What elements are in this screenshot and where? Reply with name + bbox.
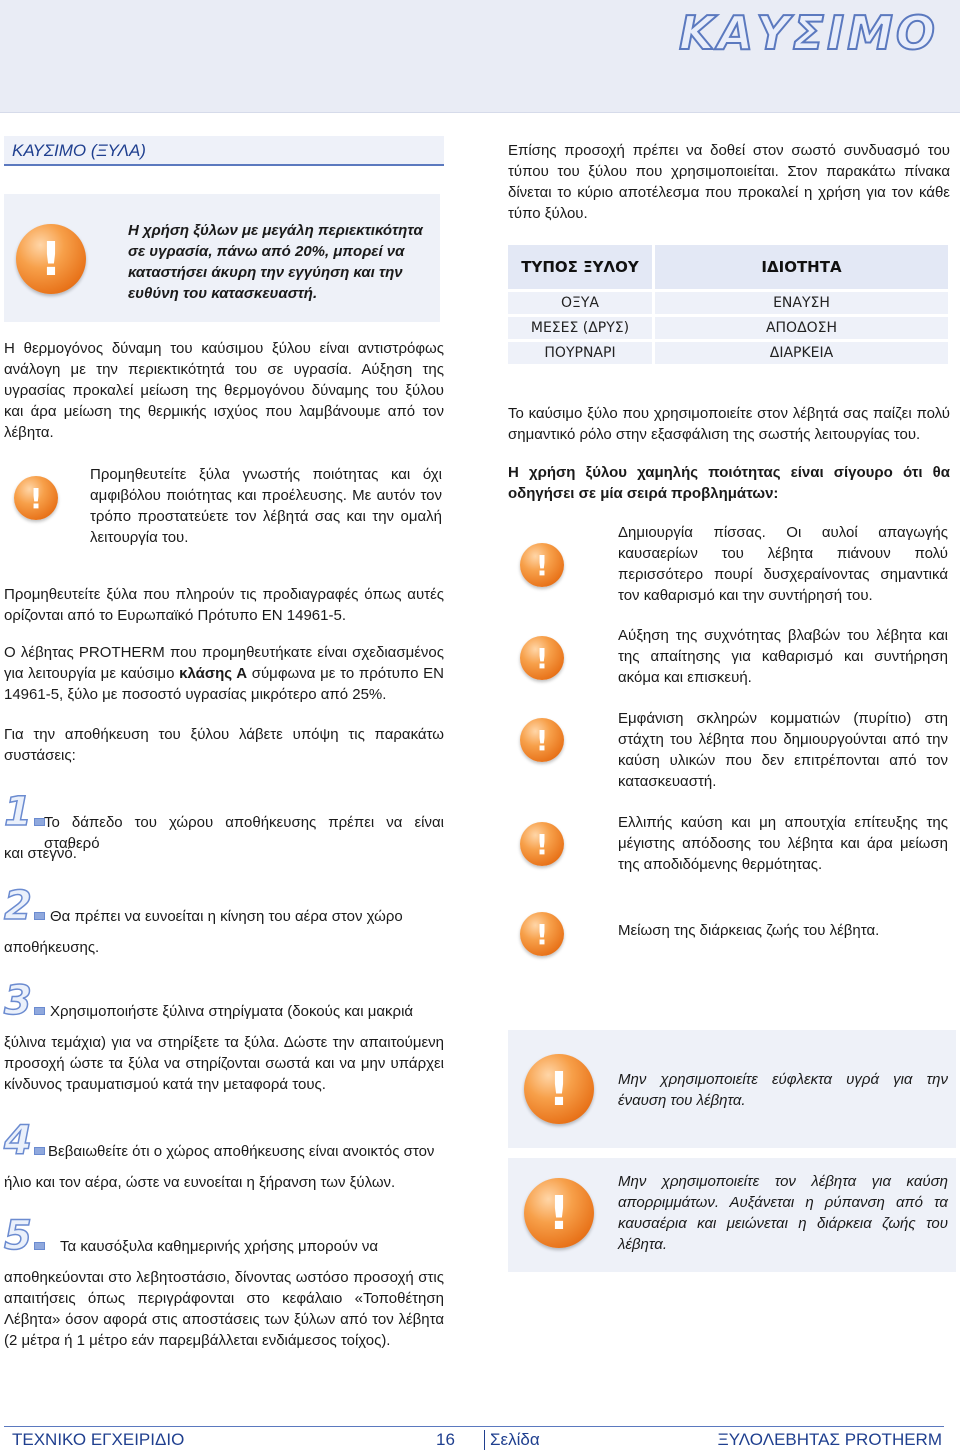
footer-page-number: 16 bbox=[436, 1430, 455, 1449]
table-header-cell: ΙΔΙΟΤΗΤΑ bbox=[655, 245, 948, 289]
footer-right: ΞΥΛΟΛΕΒΗΤΑΣ PROTHERM bbox=[717, 1430, 942, 1449]
warning-icon: ! bbox=[520, 822, 564, 866]
paragraph-supply: Προμηθευτείτε ξύλα γνωστής ποιότητας και όχι αμφιβόλου ποιότητας και προέλευσης. Με αυτόν τον τρόπο προστατεύετε τον λέβητά σας και την ομαλή λειτουργία του. bbox=[90, 466, 442, 546]
class-a-bold: κλάσης Α bbox=[179, 665, 248, 682]
paragraph-problems-intro: Η χρήση ξύλου χαμηλής ποιότητας είναι σίγουρο ότι θα οδηγήσει σε μία σειρά προβλημάτων: bbox=[508, 464, 950, 502]
paragraph-intro: Επίσης προσοχή πρέπει να δοθεί στον σωστό συνδυασμό του τύπου του ξύλου που χρησιμοποιείται. Στον παρακάτω πίνακα δίνεται το κύριο αποτέλεσμα που προκαλεί η χρήση για τον κάθε τύπο ξύλου. bbox=[508, 142, 950, 222]
warning-icon: ! bbox=[520, 718, 564, 762]
problem-item: Ελλιπής καύση και μη απουτχία επίτευξης της μέγιστης απόδοσης του λέβητα και άρα μείωση της αποδιδόμενης θερμότητας. bbox=[618, 814, 948, 873]
step-text-first: Χρησιμοποιήστε ξύλινα στηρίγματα (δοκούς και μακριά bbox=[50, 1003, 414, 1020]
warning-icon: ! bbox=[520, 543, 564, 587]
paragraph-storage: Για την αποθήκευση του ξύλου λάβετε υπόψη τις παρακάτω συστάσεις: bbox=[4, 726, 444, 764]
step-text-first: Βεβαιωθείτε ότι ο χώρος αποθήκευσης είναι ανοικτός στον bbox=[48, 1143, 435, 1160]
note-box-flammable bbox=[508, 1030, 956, 1148]
problem-item: Εμφάνιση σκληρών κομματιών (πυρίτιο) στη στάχτη του λέβητα που δημιουργούνται από την καύση υλικών που δεν επιτρέπονται από τον κατασκευαστή. bbox=[618, 710, 948, 790]
section-title-text: ΚΑΥΣΙΜΟ (ΞΥΛΑ) bbox=[12, 141, 146, 160]
table-header-row bbox=[508, 245, 948, 289]
warning-icon: ! bbox=[520, 912, 564, 956]
warning-icon: ! bbox=[16, 224, 86, 294]
step-text-rest: ξύλινα τεμάχια) για να στηρίξετε τα ξύλα. Δώστε την απαιτούμενη προσοχή ώστε τα ξύλα να στηρίζονται σωστά και να μην υπάρχει κίνδυνος τραυματισμού κατά την μεταφορά τους. bbox=[4, 1034, 444, 1093]
footer-separator bbox=[484, 1430, 485, 1450]
table-cell: ΕΝΑΥΣΗ bbox=[655, 292, 948, 314]
step-text-rest: αποθήκευσης. bbox=[4, 939, 100, 956]
note-text: Μην χρησιμοποιείτε τον λέβητα για καύση απορριμμάτων. Αυξάνεται η ρύπανση από τα καυσαέρια και μειώνεται η διάρκεια ζωής του λέβητα. bbox=[618, 1173, 948, 1253]
step-number: 5 bbox=[4, 1216, 45, 1256]
warning-icon: ! bbox=[14, 476, 58, 520]
step-text-rest: και στεγνό. bbox=[4, 845, 77, 862]
paragraph-role: Το καύσιμο ξύλο που χρησιμοποιείτε στον λέβητά σας παίζει πολύ σημαντικό ρόλο στην εξασφάλιση της σωστής λειτουργίας του. bbox=[508, 405, 950, 443]
table-cell: ΠΟΥΡΝΑΡΙ bbox=[508, 342, 652, 364]
table-row bbox=[508, 342, 948, 364]
footer-line bbox=[4, 1426, 944, 1427]
paragraph-standard: Προμηθευτείτε ξύλα που πληρούν τις προδιαγραφές όπως αυτές ορίζονται από το Ευρωπαϊκό Πρότυπο ΕΝ 14961-5. bbox=[4, 586, 444, 624]
section-title bbox=[4, 136, 444, 166]
note-text: Μην χρησιμοποιείτε εύφλεκτα υγρά για την έναυση του λέβητα. bbox=[618, 1071, 948, 1109]
step-text-rest: ήλιο και τον αέρα, ώστε να ευνοείται η ξήρανση των ξύλων. bbox=[4, 1174, 396, 1191]
step-number: 3 bbox=[4, 981, 45, 1021]
step-text-first: Τα καυσόξυλα καθημερινής χρήσης μπορούν να bbox=[60, 1238, 379, 1255]
step-number: 1 bbox=[4, 792, 45, 832]
wood-table bbox=[505, 242, 951, 367]
warning-icon: ! bbox=[524, 1054, 594, 1124]
problem-item: Μείωση της διάρκειας ζωής του λέβητα. bbox=[618, 922, 880, 939]
footer-left: ΤΕΧΝΙΚΟ ΕΓΧΕΙΡΙΔΙΟ bbox=[12, 1430, 185, 1449]
warning-icon: ! bbox=[524, 1178, 594, 1248]
table-header-cell: ΤΥΠΟΣ ΞΥΛΟΥ bbox=[508, 245, 652, 289]
note-box-waste bbox=[508, 1158, 956, 1272]
warning-icon: ! bbox=[520, 636, 564, 680]
footer-page-label: Σελίδα bbox=[490, 1430, 540, 1449]
warning-box-text: Η χρήση ξύλων με μεγάλη περιεκτικότητα σε υγρασία, πάνω από 20%, μπορεί να καταστήσει άκυρη την εγγύηση και την ευθύνη του κατασκευαστή. bbox=[128, 222, 423, 302]
table-row bbox=[508, 292, 948, 314]
step-text-first: Θα πρέπει να ευνοείται η κίνηση του αέρα στον χώρο bbox=[50, 908, 403, 925]
page-title: ΚΑΥΣΙΜΟ bbox=[679, 6, 938, 60]
step-number: 4 bbox=[4, 1121, 45, 1161]
step-number: 2 bbox=[4, 886, 45, 926]
paragraph-class: Ο λέβητας PROTHERM που προμηθευτήκατε είναι σχεδιασμένος για λειτουργία με καύσιμο κλάσης Α σύμφωνα με το πρότυπο ΕΝ 14961-5, ξύλο με ποσοστό υγρασίας μικρότερο από 25%. bbox=[4, 644, 444, 703]
table-cell: ΜΕΣΕΣ (ΔΡΥΣ) bbox=[508, 317, 652, 339]
problem-item: Αύξηση της συχνότητας βλαβών του λέβητα και της απαίτησης για καθαρισμό και συντήρηση ακόμα και επισκευή. bbox=[618, 627, 948, 686]
problem-item: Δημιουργία πίσσας. Οι αυλοί απαγωγής καυσαερίων του λέβητα πιάνουν πολύ περισσότερο πουρί δυσχεραίνοντας σημαντικά τον καθαρισμό και την συντήρησή του. bbox=[618, 524, 948, 604]
table-cell: ΟΞΥΑ bbox=[508, 292, 652, 314]
step-text-first: Το δάπεδο του χώρου αποθήκευσης πρέπει να είναι σταθερό bbox=[44, 814, 444, 852]
table-cell: ΔΙΑΡΚΕΙΑ bbox=[655, 342, 948, 364]
paragraph-calorific: Η θερμογόνος δύναμη του καύσιμου ξύλου είναι αντιστρόφως ανάλογη με την περιεκτικότητά του σε υγρασία. Αύξηση της υγρασίας προκαλεί μείωση της θερμογόνου δύναμης του ξύλου και άρα μείωση της θερμικής ισχύος που λαμβάνουμε από τον λέβητα. bbox=[4, 340, 444, 441]
warning-box bbox=[4, 194, 440, 322]
table-row bbox=[508, 317, 948, 339]
step-text-rest: αποθηκεύονται στο λεβητοστάσιο, δίνοντας ωστόσο προσοχή στις απαιτήσεις όπως περιγράφονται στο κεφάλαιο «Τοποθέτηση Λέβητα» όσον αφορά στις αποστάσεις των ξύλων από τον λέβητα (2 μέτρα ή 1 μέτρο εάν παρεμβάλλεται ενδιάμεσος τοίχος). bbox=[4, 1269, 444, 1349]
table-cell: ΑΠΟΔΟΣΗ bbox=[655, 317, 948, 339]
